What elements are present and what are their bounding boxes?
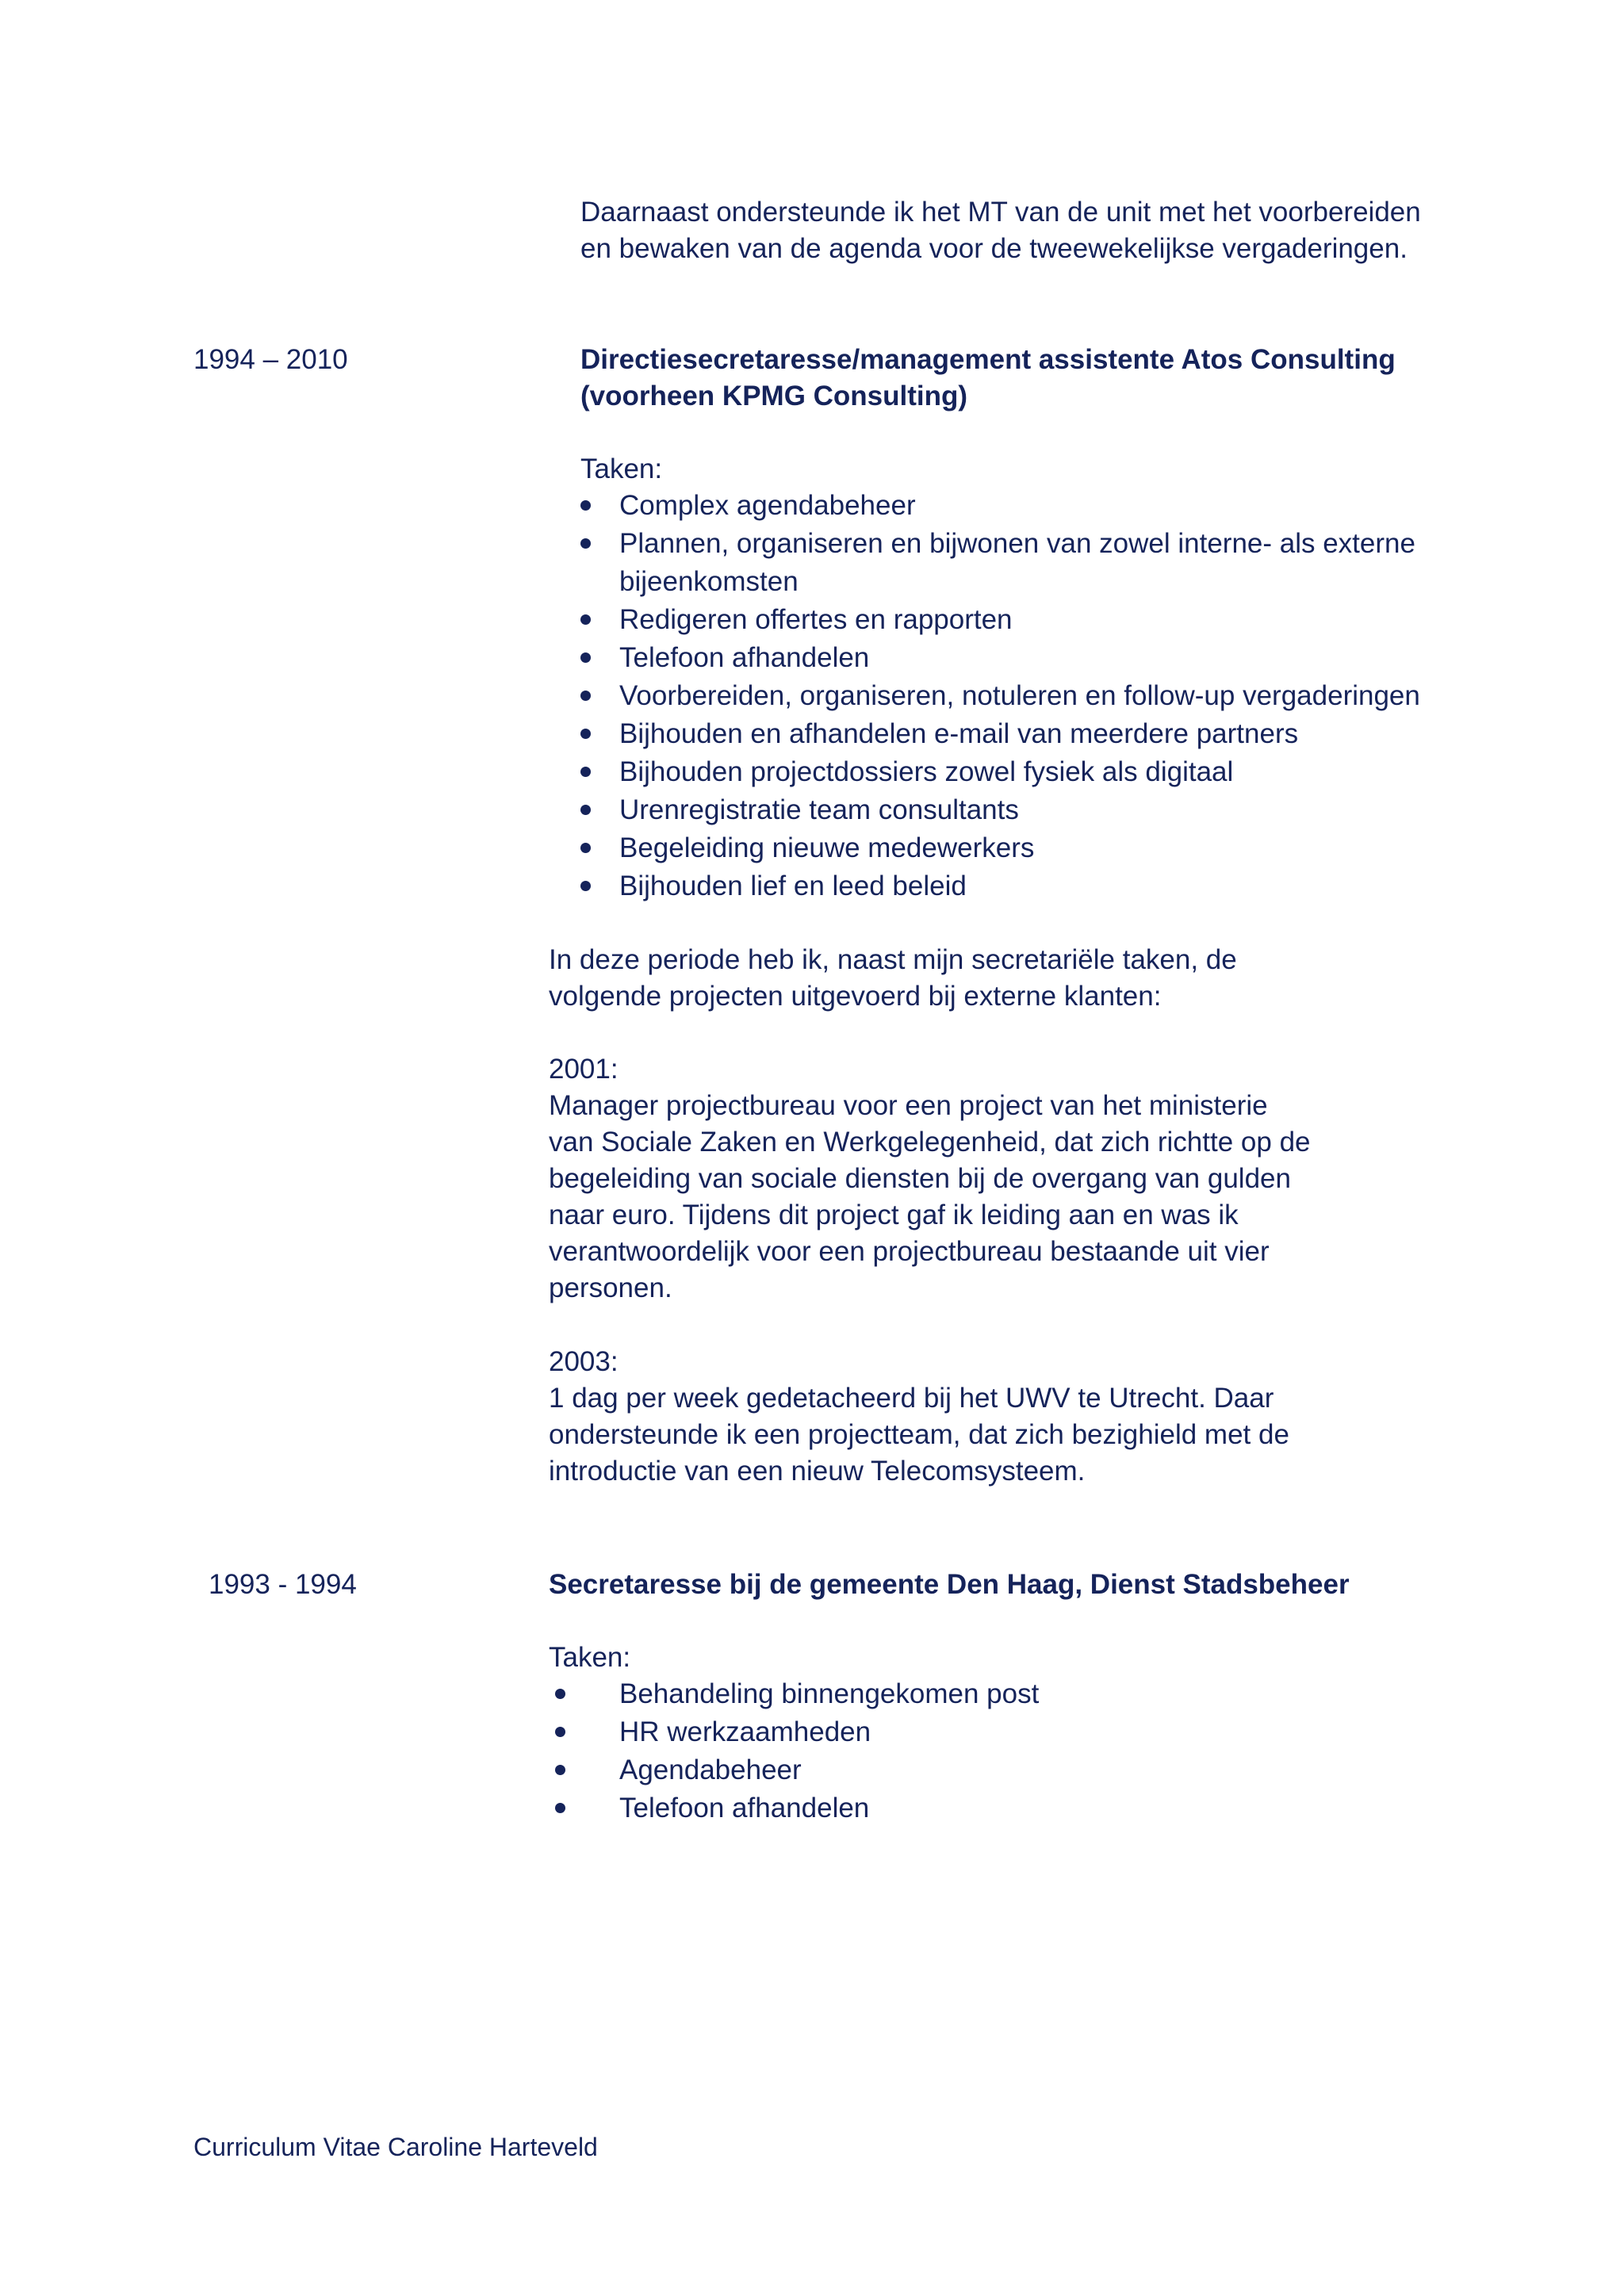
- projects-intro-line-1: In deze periode heb ik, naast mijn secretariële taken, de: [549, 944, 1237, 975]
- list-item: [580, 829, 1532, 867]
- job1-task-list: [580, 487, 1532, 905]
- bullet-icon: [580, 881, 591, 891]
- bullet-icon: [580, 652, 591, 663]
- task-text: Telefoon afhandelen: [619, 1793, 870, 1823]
- job1-tasks-label: Taken:: [580, 453, 663, 484]
- task-text: Plannen, organiseren en bijwonen van zowel interne- als externe: [619, 528, 1415, 559]
- bullet-icon: [580, 538, 591, 549]
- bullet-icon: [580, 500, 591, 511]
- bullet-icon: [580, 691, 591, 701]
- list-item: [555, 1789, 1507, 1827]
- list-item: [580, 715, 1532, 753]
- task-text: Bijhouden projectdossiers zowel fysiek als digitaal: [619, 756, 1234, 787]
- list-item: [580, 487, 1532, 525]
- project1-line: van Sociale Zaken en Werkgelegenheid, dat zich richtte op de: [549, 1127, 1311, 1158]
- project1-line: Manager projectbureau voor een project van het ministerie: [549, 1090, 1268, 1121]
- list-item: [580, 677, 1532, 715]
- bullet-icon: [555, 1689, 565, 1699]
- task-text: Behandeling binnengekomen post: [619, 1678, 1040, 1709]
- list-item: [580, 525, 1532, 563]
- task-text: Agendabeheer: [619, 1755, 802, 1785]
- task-text: Complex agendabeheer: [619, 490, 916, 521]
- task-text: Telefoon afhandelen: [619, 642, 870, 673]
- job2-period: 1993 - 1994: [209, 1569, 357, 1600]
- task-text: Redigeren offertes en rapporten: [619, 604, 1013, 635]
- list-item: [580, 753, 1532, 791]
- list-item: [555, 1713, 1507, 1751]
- job2-task-list: [555, 1675, 1507, 1827]
- list-item: [580, 791, 1532, 829]
- project2-line: ondersteunde ik een projectteam, dat zich bezighield met de: [549, 1419, 1289, 1450]
- project2-year: 2003:: [549, 1346, 619, 1377]
- job1-period: 1994 – 2010: [193, 344, 348, 375]
- projects-intro-line-2: volgende projecten uitgevoerd bij externe klanten:: [549, 981, 1162, 1012]
- task-text: bijeenkomsten: [619, 566, 799, 597]
- task-text: Begeleiding nieuwe medewerkers: [619, 832, 1035, 863]
- project1-line: verantwoordelijk voor een projectbureau bestaande uit vier: [549, 1236, 1270, 1267]
- project1-year: 2001:: [549, 1054, 619, 1085]
- bullet-icon: [555, 1727, 565, 1737]
- bullet-icon: [555, 1765, 565, 1775]
- bullet-icon: [580, 614, 591, 625]
- project2-line: introductie van een nieuw Telecomsysteem.: [549, 1456, 1086, 1487]
- project1-line: naar euro. Tijdens dit project gaf ik leiding aan en was ik: [549, 1200, 1239, 1230]
- task-text: Voorbereiden, organiseren, notuleren en follow-up vergaderingen: [619, 680, 1420, 711]
- bullet-icon: [580, 843, 591, 853]
- bullet-icon: [580, 767, 591, 777]
- task-text: Urenregistratie team consultants: [619, 794, 1019, 825]
- intro-line-2: en bewaken van de agenda voor de tweewekelijkse vergaderingen.: [580, 233, 1408, 264]
- project1-line: begeleiding van sociale diensten bij de overgang van gulden: [549, 1163, 1291, 1194]
- task-text: Bijhouden lief en leed beleid: [619, 871, 967, 901]
- page-footer: Curriculum Vitae Caroline Harteveld: [193, 2133, 598, 2161]
- project2-line: 1 dag per week gedetacheerd bij het UWV te Utrecht. Daar: [549, 1383, 1274, 1414]
- job2-tasks-label: Taken:: [549, 1642, 631, 1673]
- intro-line-1: Daarnaast ondersteunde ik het MT van de unit met het voorbereiden: [580, 197, 1421, 228]
- list-item: [580, 601, 1532, 639]
- bullet-icon: [580, 805, 591, 815]
- list-item: [580, 639, 1532, 677]
- job1-title-line-1: Directiesecretaresse/management assistente Atos Consulting: [580, 344, 1396, 375]
- list-item: [580, 867, 1532, 905]
- list-item: [555, 1751, 1507, 1789]
- job2-title: Secretaresse bij de gemeente Den Haag, Dienst Stadsbeheer: [549, 1569, 1350, 1600]
- project1-line: personen.: [549, 1272, 672, 1303]
- list-item: [555, 1675, 1507, 1713]
- task-text: HR werkzaamheden: [619, 1716, 871, 1747]
- task-text: Bijhouden en afhandelen e-mail van meerdere partners: [619, 718, 1299, 749]
- job1-title-line-2: (voorheen KPMG Consulting): [580, 381, 968, 411]
- list-item-continuation: [580, 563, 1532, 601]
- bullet-icon: [580, 729, 591, 739]
- bullet-icon: [555, 1803, 565, 1813]
